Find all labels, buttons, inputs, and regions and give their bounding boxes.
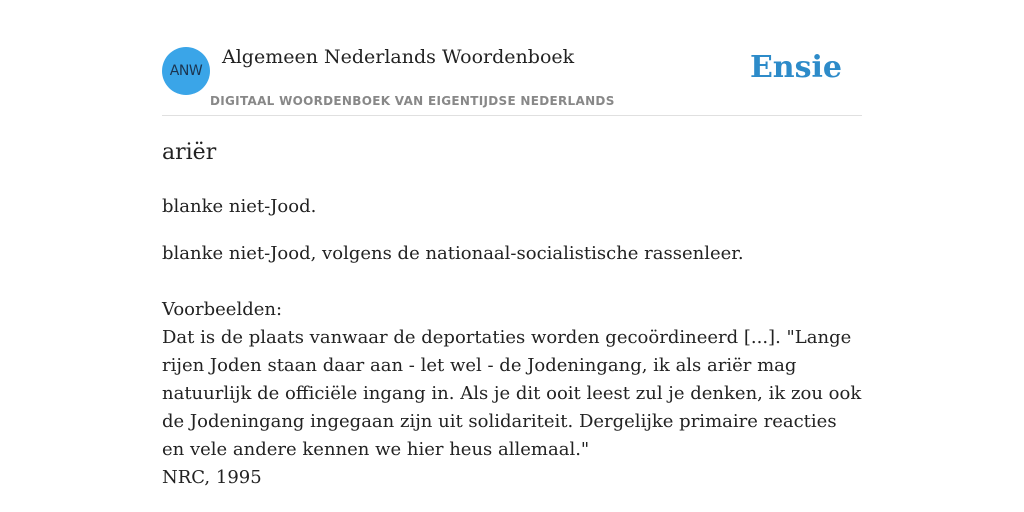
ensie-brand-link[interactable]: Ensie [749,50,842,85]
logo-text: ANW [169,63,203,79]
short-definition: blanke niet-Jood. [162,196,317,217]
example-source: NRC, 1995 [162,467,262,488]
anw-logo[interactable] [162,47,210,95]
examples-section [162,296,862,492]
full-definition: blanke niet-Jood, volgens de nationaal-socialistische rassenleer. [162,243,744,264]
example-text: Dat is de plaats vanwaar de deportaties worden gecoördineerd [...]. "Lange rijen Joden staan daar aan - let wel - de Jodeningang, ik als ariër mag natuurlijk de officiële ingang in. Als je dit ooit leest zul je denken, ik zou ook de Jodeningang ingegaan zijn uit solidariteit. Dergelijke primaire reacties en vele andere kennen we hier heus allemaal." [162,327,862,460]
site-subtitle: DIGITAAL WOORDENBOEK VAN EIGENTIJDSE NEDERLANDS [210,94,615,108]
examples-label: Voorbeelden: [162,299,283,320]
site-title: Algemeen Nederlands Woordenboek [222,46,575,68]
header-divider [162,115,862,116]
headword: ariër [162,140,217,165]
